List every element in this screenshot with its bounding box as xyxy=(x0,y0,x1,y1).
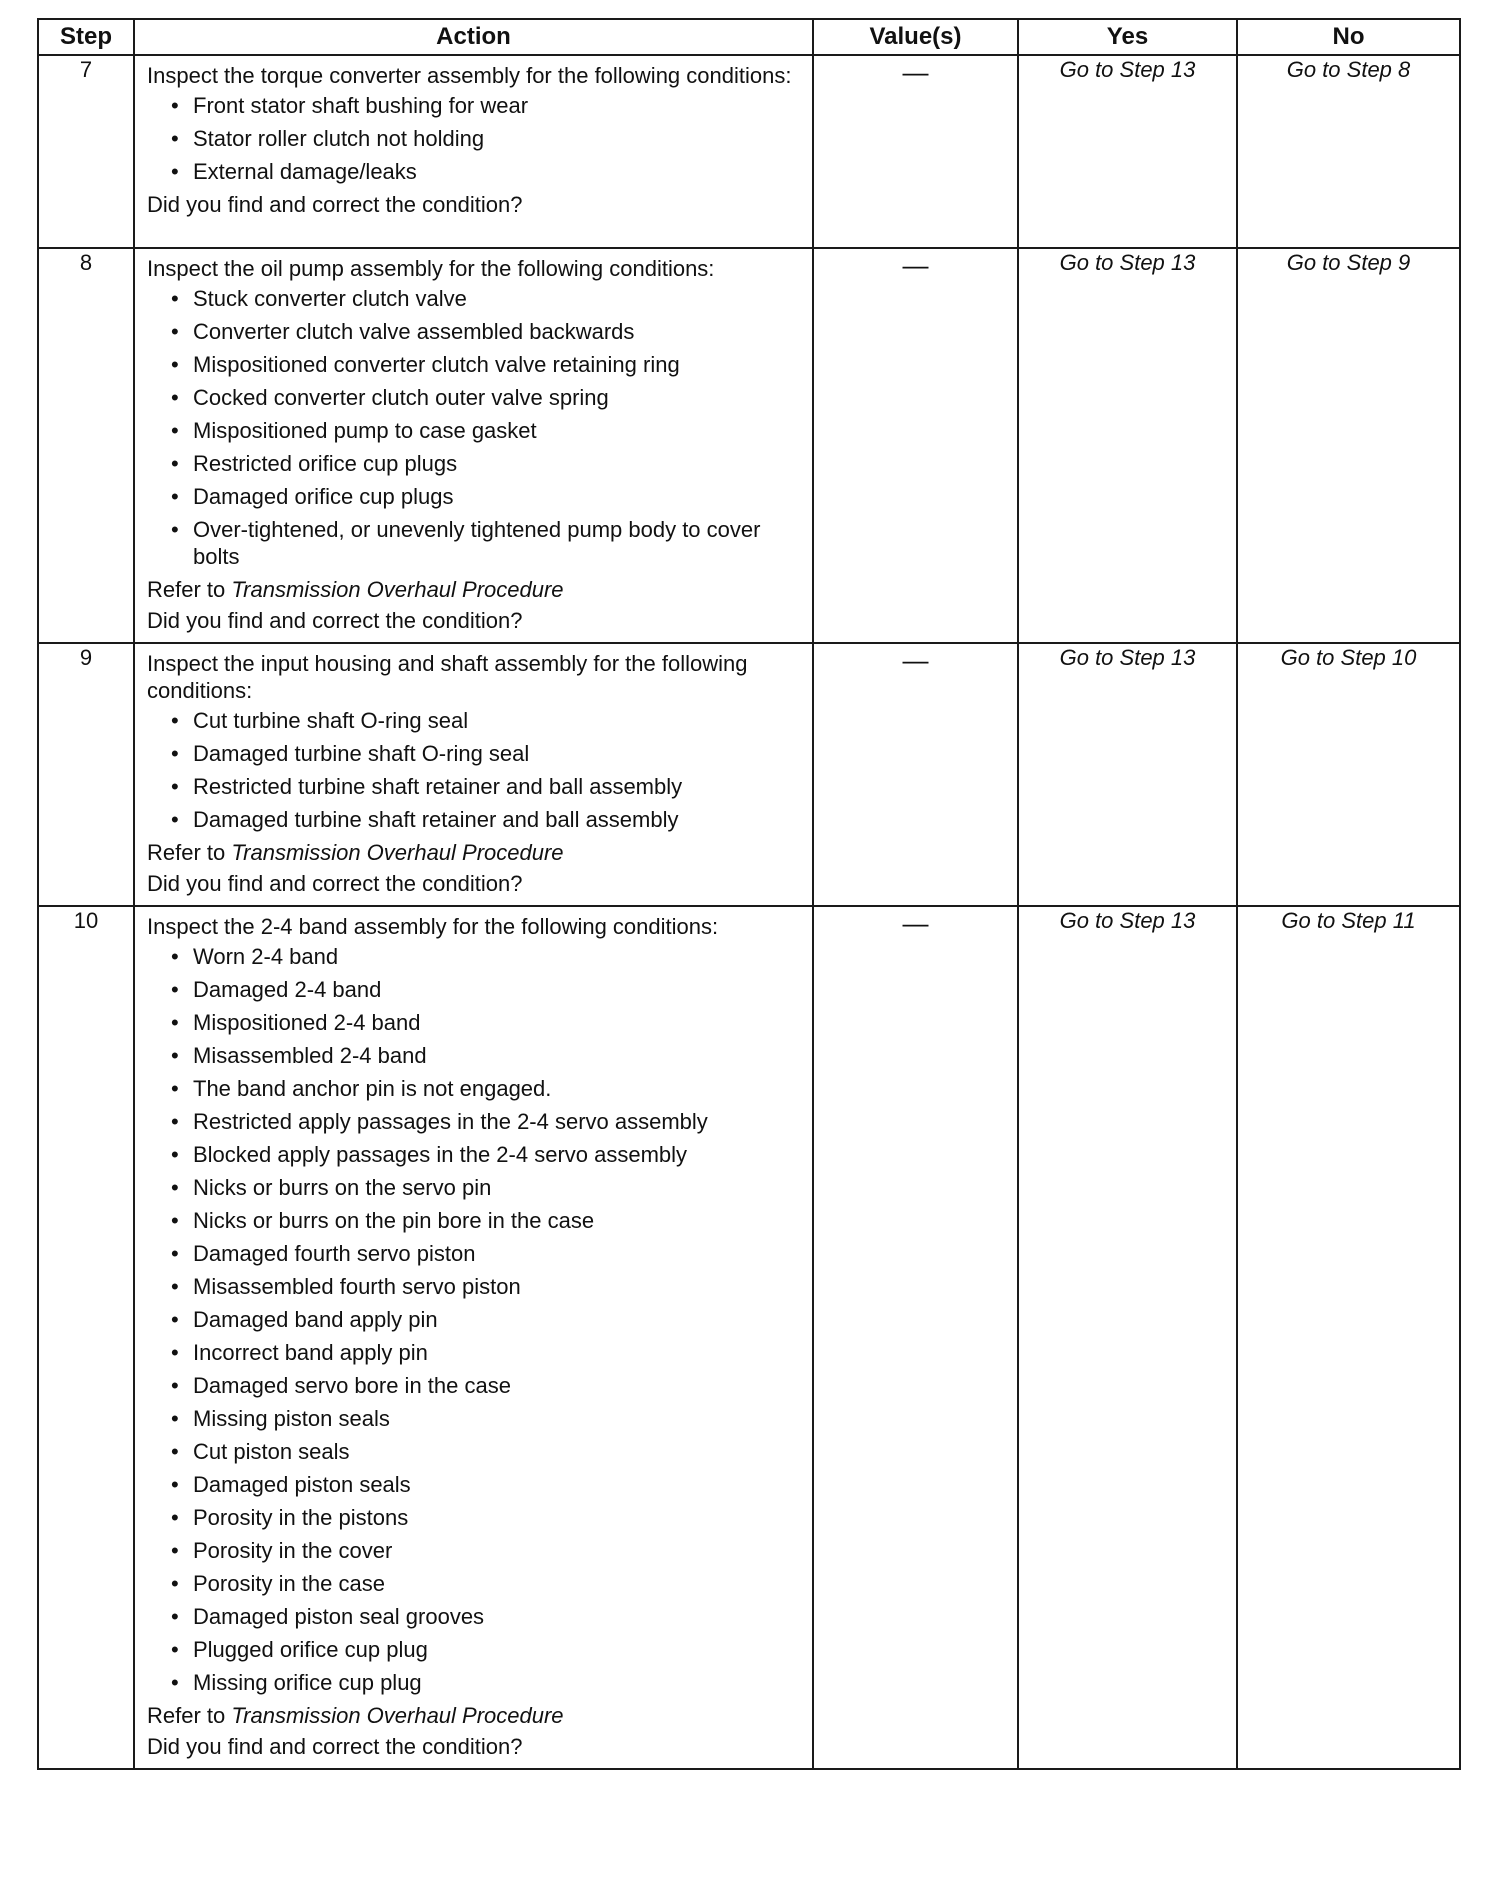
no-goto: Go to Step 8 xyxy=(1237,55,1460,248)
condition-item: • Cut turbine shaft O-ring seal xyxy=(167,707,804,734)
condition-item: • Porosity in the pistons xyxy=(167,1504,804,1531)
action-intro: Inspect the input housing and shaft assembly for the following conditions: xyxy=(147,651,748,703)
condition-item: • Stator roller clutch not holding xyxy=(167,125,804,152)
no-goto: Go to Step 10 xyxy=(1237,643,1460,906)
action-intro: Inspect the torque converter assembly for the following conditions: xyxy=(147,63,792,88)
table-row xyxy=(38,248,1460,643)
action-cell xyxy=(134,55,813,248)
condition-item: • Misassembled 2-4 band xyxy=(167,1042,804,1069)
value-cell: — xyxy=(813,55,1018,248)
action-question: Did you find and correct the condition? xyxy=(147,608,523,633)
condition-item: • Blocked apply passages in the 2-4 servo assembly xyxy=(167,1141,804,1168)
condition-item: • Over-tightened, or unevenly tightened pump body to cover bolts xyxy=(167,516,804,570)
header-step: Step xyxy=(38,19,134,55)
value-cell: — xyxy=(813,643,1018,906)
condition-item: • Worn 2-4 band xyxy=(167,943,804,970)
condition-item: • Missing piston seals xyxy=(167,1405,804,1432)
header-no: No xyxy=(1237,19,1460,55)
refer-document-link: Transmission Overhaul Procedure xyxy=(231,577,564,602)
yes-goto: Go to Step 13 xyxy=(1018,55,1237,248)
condition-item: • Restricted apply passages in the 2-4 servo assembly xyxy=(167,1108,804,1135)
condition-item: • Damaged fourth servo piston xyxy=(167,1240,804,1267)
condition-item: • Cut piston seals xyxy=(167,1438,804,1465)
condition-item: • Stuck converter clutch valve xyxy=(167,285,804,312)
condition-item: • Plugged orifice cup plug xyxy=(167,1636,804,1663)
condition-item: • Converter clutch valve assembled backwards xyxy=(167,318,804,345)
refer-prefix: Refer to xyxy=(147,577,232,602)
refer-note xyxy=(147,839,804,866)
refer-prefix: Refer to xyxy=(147,1703,232,1728)
header-row xyxy=(38,19,1460,55)
step-number: 9 xyxy=(38,643,134,906)
diagnostic-page xyxy=(37,18,1459,1770)
condition-item: • Damaged servo bore in the case xyxy=(167,1372,804,1399)
action-question: Did you find and correct the condition? xyxy=(147,871,523,896)
condition-item: • Restricted orifice cup plugs xyxy=(167,450,804,477)
action-cell xyxy=(134,643,813,906)
condition-item: • Restricted turbine shaft retainer and ball assembly xyxy=(167,773,804,800)
condition-list xyxy=(147,92,804,185)
condition-item: • Damaged band apply pin xyxy=(167,1306,804,1333)
action-cell xyxy=(134,248,813,643)
condition-item: • The band anchor pin is not engaged. xyxy=(167,1075,804,1102)
action-cell xyxy=(134,906,813,1769)
action-question: Did you find and correct the condition? xyxy=(147,1734,523,1759)
condition-item: • Mispositioned pump to case gasket xyxy=(167,417,804,444)
table-row xyxy=(38,643,1460,906)
no-goto: Go to Step 11 xyxy=(1237,906,1460,1769)
diagnostic-table xyxy=(37,18,1461,1770)
refer-document-link: Transmission Overhaul Procedure xyxy=(231,1703,564,1728)
step-number: 8 xyxy=(38,248,134,643)
condition-item: • Cocked converter clutch outer valve spring xyxy=(167,384,804,411)
refer-prefix: Refer to xyxy=(147,840,232,865)
condition-list xyxy=(147,285,804,570)
condition-item: • Damaged piston seal grooves xyxy=(167,1603,804,1630)
condition-item: • Mispositioned 2-4 band xyxy=(167,1009,804,1036)
header-action: Action xyxy=(134,19,813,55)
condition-item: • Misassembled fourth servo piston xyxy=(167,1273,804,1300)
condition-list xyxy=(147,943,804,1696)
no-goto: Go to Step 9 xyxy=(1237,248,1460,643)
table-body xyxy=(38,55,1460,1769)
table-row xyxy=(38,55,1460,248)
refer-document-link: Transmission Overhaul Procedure xyxy=(231,840,564,865)
table-row xyxy=(38,906,1460,1769)
condition-item: • Nicks or burrs on the servo pin xyxy=(167,1174,804,1201)
refer-note xyxy=(147,576,804,603)
condition-item: • Damaged turbine shaft O-ring seal xyxy=(167,740,804,767)
condition-item: • External damage/leaks xyxy=(167,158,804,185)
condition-item: • Damaged turbine shaft retainer and ball assembly xyxy=(167,806,804,833)
yes-goto: Go to Step 13 xyxy=(1018,906,1237,1769)
action-intro: Inspect the oil pump assembly for the following conditions: xyxy=(147,256,715,281)
step-number: 7 xyxy=(38,55,134,248)
refer-note xyxy=(147,1702,804,1729)
condition-item: • Nicks or burrs on the pin bore in the case xyxy=(167,1207,804,1234)
action-intro: Inspect the 2-4 band assembly for the following conditions: xyxy=(147,914,719,939)
action-question: Did you find and correct the condition? xyxy=(147,192,523,217)
value-cell: — xyxy=(813,906,1018,1769)
yes-goto: Go to Step 13 xyxy=(1018,248,1237,643)
condition-item: • Missing orifice cup plug xyxy=(167,1669,804,1696)
condition-item: • Front stator shaft bushing for wear xyxy=(167,92,804,119)
condition-item: • Damaged orifice cup plugs xyxy=(167,483,804,510)
value-cell: — xyxy=(813,248,1018,643)
condition-item: • Porosity in the cover xyxy=(167,1537,804,1564)
condition-item: • Porosity in the case xyxy=(167,1570,804,1597)
condition-item: • Damaged 2-4 band xyxy=(167,976,804,1003)
header-values: Value(s) xyxy=(813,19,1018,55)
condition-item: • Damaged piston seals xyxy=(167,1471,804,1498)
condition-item: • Mispositioned converter clutch valve retaining ring xyxy=(167,351,804,378)
condition-item: • Incorrect band apply pin xyxy=(167,1339,804,1366)
step-number: 10 xyxy=(38,906,134,1769)
condition-list xyxy=(147,707,804,833)
yes-goto: Go to Step 13 xyxy=(1018,643,1237,906)
header-yes: Yes xyxy=(1018,19,1237,55)
